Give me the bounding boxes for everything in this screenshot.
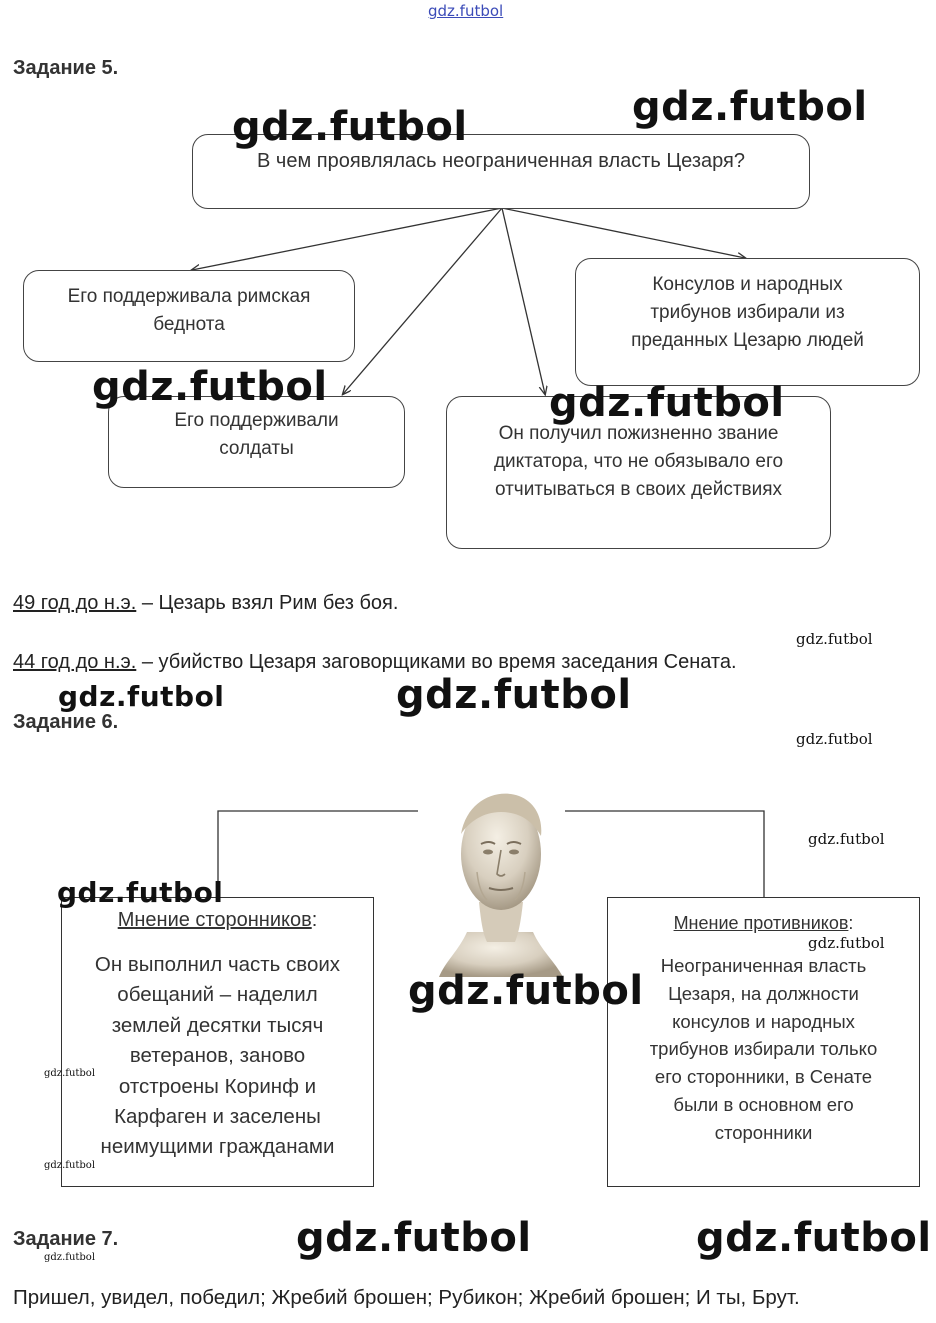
date-line-1 — [13, 592, 398, 615]
arrow-to-soldiers — [343, 208, 502, 394]
box-consuls-text: Консулов и народных трибунов избирали из преданных Цезарю людей — [631, 274, 864, 351]
watermark: gdz.futbol — [396, 672, 632, 718]
box-consuls — [575, 258, 920, 386]
date-2-text: – убийство Цезаря заговорщиками во время заседания Сената. — [136, 651, 737, 673]
task7-heading: Задание 7. — [13, 1228, 119, 1250]
task7-answer: Пришел, увидел, победил; Жребий брошен; Рубикон; Жребий брошен; И ты, Брут. — [13, 1286, 800, 1309]
supporters-title: Мнение сторонников — [117, 909, 312, 931]
opponents-title-line — [608, 913, 919, 934]
opponents-text: Неограниченная власть Цезаря, на должности консулов и народных трибунов избирали только его сторонники, в Сенате были в основном его сторонники — [649, 955, 878, 1143]
arrow-to-dictator — [502, 208, 545, 394]
watermark: gdz.futbol — [808, 830, 885, 848]
opponents-title: Мнение противников — [673, 913, 849, 933]
task6-heading: Задание 6. — [13, 711, 119, 733]
date-2: 44 год до н.э. — [13, 651, 137, 673]
watermark: gdz.futbol — [58, 680, 225, 713]
watermark: gdz.futbol — [44, 1068, 96, 1079]
opponents-colon: : — [848, 913, 854, 933]
watermark: gdz.futbol — [632, 84, 868, 130]
supporters-title-line — [62, 909, 373, 932]
task5-heading: Задание 5. — [13, 57, 119, 79]
header-watermark: gdz.futbol — [428, 2, 504, 20]
watermark: gdz.futbol — [57, 876, 224, 909]
watermark: gdz.futbol — [796, 730, 873, 748]
supporters-colon: : — [311, 909, 318, 931]
watermark: gdz.futbol — [696, 1215, 932, 1261]
date-1-text: – Цезарь взял Рим без боя. — [136, 592, 399, 614]
watermark: gdz.futbol — [92, 364, 328, 410]
watermark: gdz.futbol — [232, 104, 468, 150]
date-1: 49 год до н.э. — [13, 592, 137, 614]
watermark: gdz.futbol — [296, 1215, 532, 1261]
caesar-bust-image — [437, 782, 565, 982]
arrow-to-consuls — [502, 208, 745, 258]
box-poor-support — [23, 270, 355, 362]
watermark: gdz.futbol — [44, 1160, 96, 1171]
box-poor-text: Его поддерживала римская беднота — [67, 286, 311, 335]
watermark: gdz.futbol — [808, 934, 885, 952]
supporters-text: Он выполнил часть своих обещаний – наделил землей десятки тысяч ветеранов, заново отстроены Коринф и Карфаген и заселены неимущими гражданами — [94, 953, 341, 1159]
watermark: gdz.futbol — [796, 630, 873, 648]
supporters-box — [61, 897, 374, 1187]
box-dictator-text: Он получил пожизненно звание диктатора, что не обязывало его отчитываться в своих действиях — [493, 423, 784, 500]
arrow-to-poor — [192, 208, 502, 270]
watermark: gdz.futbol — [408, 968, 644, 1014]
watermark: gdz.futbol — [44, 1252, 96, 1263]
watermark: gdz.futbol — [549, 380, 785, 426]
date-line-2 — [13, 651, 737, 674]
question-text: В чем проявлялась неограниченная власть Цезаря? — [257, 150, 745, 172]
box-soldiers-text: Его поддерживали солдаты — [174, 410, 339, 459]
